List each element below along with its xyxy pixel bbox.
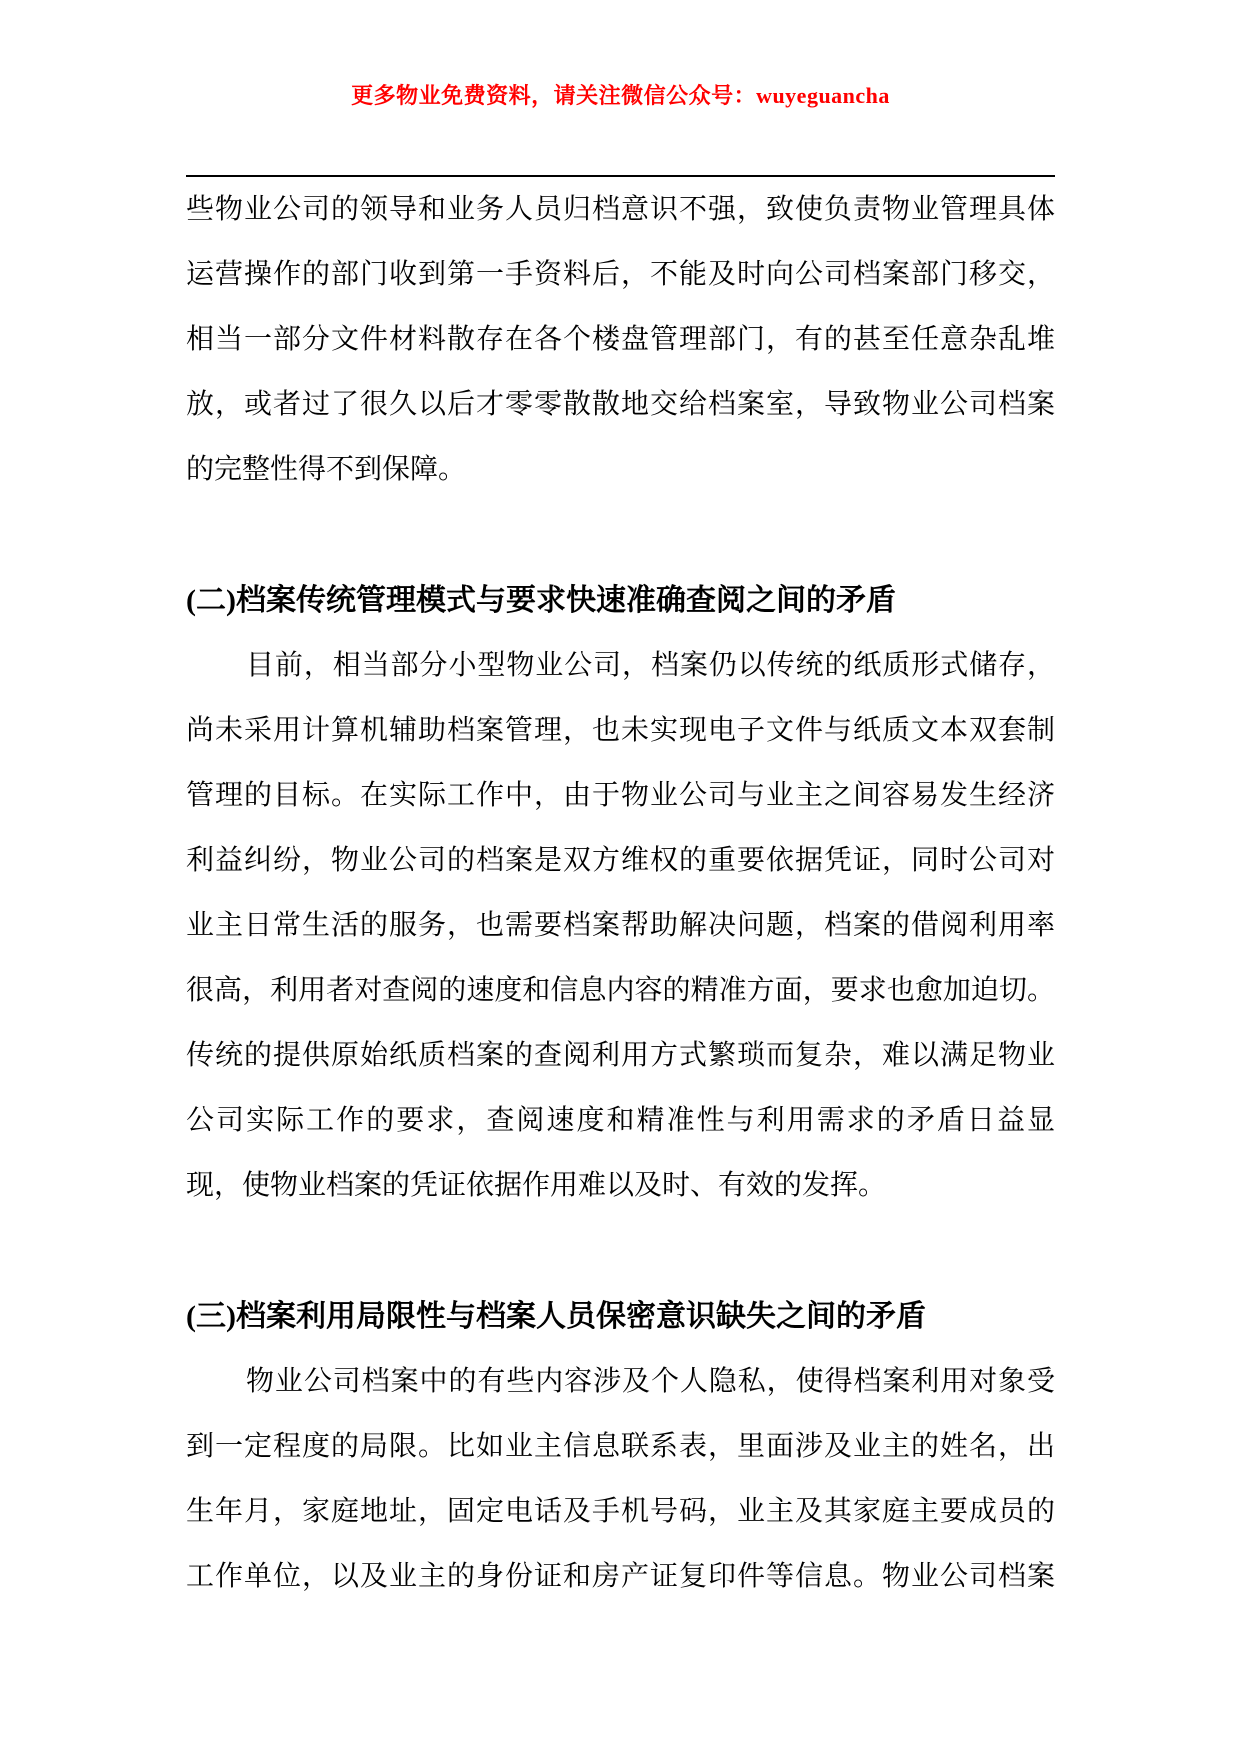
- text-line: 公司实际工作的要求，查阅速度和精准性与利用需求的矛盾日益显: [186, 1105, 1055, 1136]
- text-line: 传统的提供原始纸质档案的查阅利用方式繁琐而复杂，难以满足物业: [186, 1040, 1055, 1071]
- paragraph-2: [186, 633, 1055, 1218]
- paragraph-1: [186, 177, 1055, 502]
- promo-header: 更多物业免费资料，请关注微信公众号：wuyeguancha: [351, 83, 890, 108]
- section-heading-3: (三)档案利用局限性与档案人员保密意识缺失之间的矛盾: [186, 1300, 926, 1333]
- text-line: 运营操作的部门收到第一手资料后，不能及时向公司档案部门移交，: [186, 259, 1055, 290]
- text-line: 的完整性得不到保障。: [186, 454, 467, 485]
- text-line: 尚未采用计算机辅助档案管理，也未实现电子文件与纸质文本双套制: [186, 715, 1055, 746]
- text-line: 生年月，家庭地址，固定电话及手机号码，业主及其家庭主要成员的: [186, 1496, 1055, 1527]
- text-line: 工作单位，以及业主的身份证和房产证复印件等信息。物业公司档案: [186, 1561, 1055, 1592]
- text-line: 到一定程度的局限。比如业主信息联系表，里面涉及业主的姓名，出: [186, 1431, 1055, 1462]
- paragraph-3: [186, 1349, 1055, 1609]
- text-line: 放，或者过了很久以后才零零散散地交给档案室，导致物业公司档案: [186, 389, 1055, 420]
- section-heading-2: (二)档案传统管理模式与要求快速准确查阅之间的矛盾: [186, 584, 896, 617]
- text-line: 目前，相当部分小型物业公司，档案仍以传统的纸质形式储存，: [246, 650, 1055, 681]
- text-line: 利益纠纷，物业公司的档案是双方维权的重要依据凭证，同时公司对: [186, 845, 1055, 876]
- text-line: 管理的目标。在实际工作中，由于物业公司与业主之间容易发生经济: [186, 780, 1055, 811]
- text-line: 业主日常生活的服务，也需要档案帮助解决问题，档案的借阅利用率: [186, 910, 1055, 941]
- text-line: 些物业公司的领导和业务人员归档意识不强，致使负责物业管理具体: [186, 194, 1055, 225]
- document-body: [186, 177, 1055, 1609]
- text-line: 相当一部分文件材料散存在各个楼盘管理部门，有的甚至任意杂乱堆: [186, 324, 1055, 355]
- text-line: 很高，利用者对查阅的速度和信息内容的精准方面，要求也愈加迫切。: [186, 975, 1055, 1006]
- text-line: 现，使物业档案的凭证依据作用难以及时、有效的发挥。: [186, 1170, 887, 1201]
- text-line: 物业公司档案中的有些内容涉及个人隐私，使得档案利用对象受: [246, 1366, 1055, 1397]
